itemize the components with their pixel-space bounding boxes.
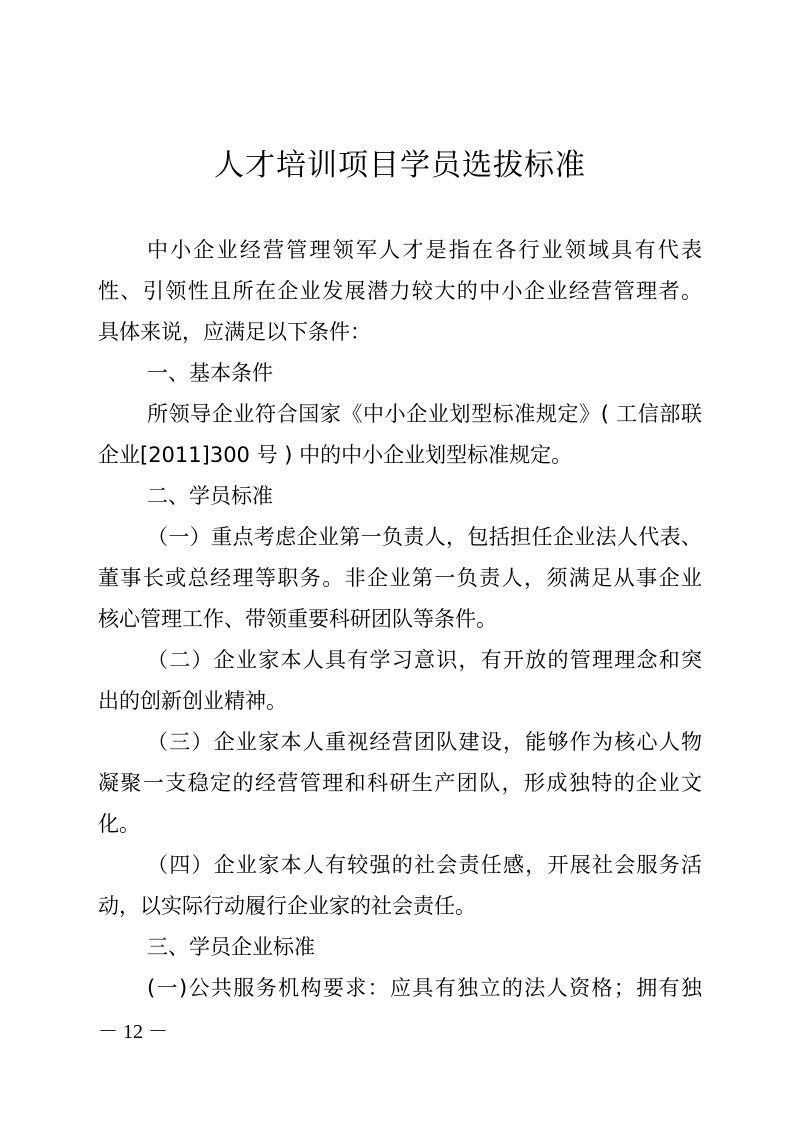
body-line: (一)公共服务机构要求：应具有独立的法人资格；拥有独 [147,976,702,1000]
document-title: 人才培训项目学员选拔标准 [214,148,586,183]
body-line: （三）企业家本人重视经营团队建设，能够作为核心人物 [147,730,702,754]
body-line: （二）企业家本人具有学习意识，有开放的管理理念和突 [147,648,702,672]
body-line: 中小企业经营管理领军人才是指在各行业领域具有代表 [147,238,702,262]
body-line: 出的创新创业精神。 [98,689,287,713]
section-heading: 二、学员标准 [147,484,273,508]
section-heading: 一、基本条件 [147,361,273,385]
body-line: 核心管理工作、带领重要科研团队等条件。 [98,607,497,631]
body-line: 化。 [98,812,140,836]
body-line: 动，以实际行动履行企业家的社会责任。 [98,894,476,918]
body-line: 所领导企业符合国家《中小企业划型标准规定》( 工信部联 [147,402,702,426]
document-body [98,230,702,1009]
body-line: 凝聚一支稳定的经营管理和科研生产团队，形成独特的企业文 [98,771,702,795]
body-line: 具体来说，应满足以下条件： [98,320,371,344]
body-line: （四）企业家本人有较强的社会责任感，开展社会服务活 [147,853,702,877]
body-line: 企业[2011]300 号 ) 中的中小企业划型标准规定。 [98,443,573,467]
page-number: － 12 － [98,1021,168,1043]
body-line: 董事长或总经理等职务。非企业第一负责人，须满足从事企业 [98,566,702,590]
body-line: 性、引领性且所在企业发展潜力较大的中小企业经营管理者。 [98,279,702,303]
body-line: （一）重点考虑企业第一负责人，包括担任企业法人代表、 [147,525,702,549]
section-heading: 三、学员企业标准 [147,935,315,959]
